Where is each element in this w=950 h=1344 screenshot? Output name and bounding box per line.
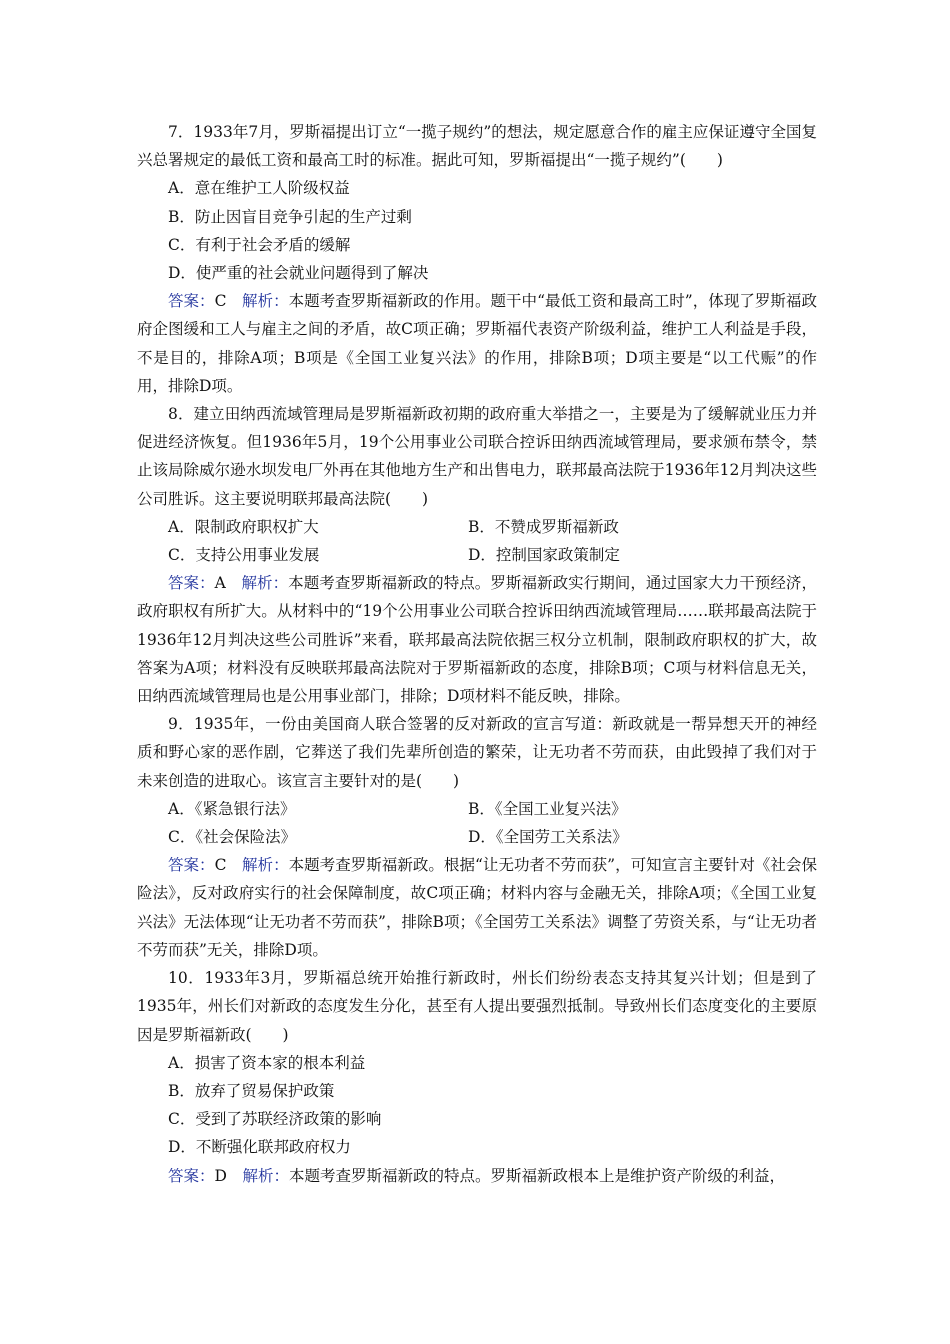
analysis-text: 本题考查罗斯福新政的特点。罗斯福新政实行期间，通过国家大力干预经济，政府职权有所扩大。从材料中的“19个公用事业公司联合控诉田纳西流域管理局……联邦最高法院于1936年12月判决这些公司胜诉”来看，联邦最高法院依据三权分立机制，限制政府职权的扩大，故答案为A项；材料没有反映联邦最高法院对于罗斯福新政的态度，排除B项；C项与材料信息无关，田纳西流域管理局也是公用事业部门，排除；D项材料不能反映，排除。	[137, 574, 817, 706]
options-row	[137, 541, 817, 569]
option-c: C．《社会保险法》	[168, 828, 297, 847]
answer-value: C	[214, 856, 227, 875]
option-b: B．《全国工业复兴法》	[468, 799, 627, 818]
answer-value: D	[214, 1166, 227, 1185]
question-7	[137, 118, 817, 400]
analysis-label: 解析：	[242, 292, 289, 311]
question-stem: 7．1933年7月，罗斯福提出订立“一揽子规约”的想法，规定愿意合作的雇主应保证遵守全国复兴总署规定的最低工资和最高工时的标准。据此可知，罗斯福提出“一揽子规约”( )	[137, 123, 817, 170]
question-9	[137, 710, 817, 964]
option-d: D．使严重的社会就业问题得到了解决	[168, 264, 429, 283]
answer-label: 答案：	[168, 574, 215, 593]
options-row	[137, 823, 817, 851]
analysis-label: 解析：	[241, 574, 289, 593]
option-a: A．意在维护工人阶级权益	[168, 179, 350, 198]
document-page	[137, 118, 817, 1190]
options-row	[137, 513, 817, 541]
question-stem: 10．1933年3月，罗斯福总统开始推行新政时，州长们纷纷表态支持其复兴计划；但是到了1935年，州长们对新政的态度发生分化，甚至有人提出要强烈抵制。导致州长们态度变化的主要原因是罗斯福新政( )	[137, 969, 817, 1044]
answer-label: 答案：	[168, 292, 215, 311]
analysis-label: 解析：	[242, 856, 289, 875]
answer-label: 答案：	[168, 856, 215, 875]
option-b: B．防止因盲目竞争引起的生产过剩	[168, 207, 412, 226]
answer-label: 答案：	[168, 1166, 215, 1185]
option-b: B．放弃了贸易保护政策	[168, 1081, 335, 1100]
option-c: C．有利于社会矛盾的缓解	[168, 235, 351, 254]
option-b: B．不赞成罗斯福新政	[468, 517, 619, 536]
answer-block	[137, 1162, 817, 1190]
option-d: D．《全国劳工关系法》	[468, 828, 628, 847]
option-c: C．受到了苏联经济政策的影响	[168, 1110, 382, 1129]
analysis-text: 本题考查罗斯福新政。根据“让无功者不劳而获”，可知宣言主要针对《社会保险法》，反对政府实行的社会保障制度，故C项正确；材料内容与金融无关，排除A项；《全国工业复兴法》无法体现“让无功者不劳而获”，排除B项；《全国劳工关系法》调整了劳资关系，与“让无功者不劳而获”无关，排除D项。	[137, 856, 817, 959]
analysis-text: 本题考查罗斯福新政的特点。罗斯福新政根本上是维护资产阶级的利益，	[288, 1166, 785, 1185]
option-d: D．控制国家政策制定	[468, 546, 620, 565]
answer-value: A	[214, 574, 226, 593]
option-a: A．损害了资本家的根本利益	[168, 1053, 366, 1072]
question-10	[137, 964, 817, 1190]
answer-block	[137, 287, 817, 400]
question-stem: 8．建立田纳西流域管理局是罗斯福新政初期的政府重大举措之一，主要是为了缓解就业压力并促进经济恢复。但1936年5月，19个公用事业公司联合控诉田纳西流域管理局，要求颁布禁令，禁止该局除威尔逊水坝发电厂外再在其他地方生产和出售电力，联邦最高法院于1936年12月判决这些公司胜诉。这主要说明联邦最高法院( )	[137, 405, 817, 508]
option-a: A．《紧急银行法》	[168, 799, 296, 818]
answer-block	[137, 851, 817, 964]
option-a: A．限制政府职权扩大	[168, 517, 319, 536]
answer-block	[137, 569, 817, 710]
options-row	[137, 795, 817, 823]
question-8	[137, 400, 817, 710]
analysis-label: 解析：	[242, 1166, 289, 1185]
question-stem: 9．1935年，一份由美国商人联合签署的反对新政的宣言写道：新政就是一帮异想天开的神经质和野心家的恶作剧，它葬送了我们先辈所创造的繁荣，让无功者不劳而获，由此毁掉了我们对于未来创造的进取心。该宣言主要针对的是( )	[137, 715, 817, 790]
analysis-text: 本题考查罗斯福新政的作用。题干中“最低工资和最高工时”，体现了罗斯福政府企图缓和工人与雇主之间的矛盾，故C项正确；罗斯福代表资产阶级利益，维护工人利益是手段，不是目的，排除A项；B项是《全国工业复兴法》的作用，排除B项；D项主要是“以工代赈”的作用，排除D项。	[137, 292, 817, 395]
option-c: C．支持公用事业发展	[168, 546, 320, 565]
option-d: D．不断强化联邦政府权力	[168, 1138, 351, 1157]
answer-value: C	[214, 292, 227, 311]
